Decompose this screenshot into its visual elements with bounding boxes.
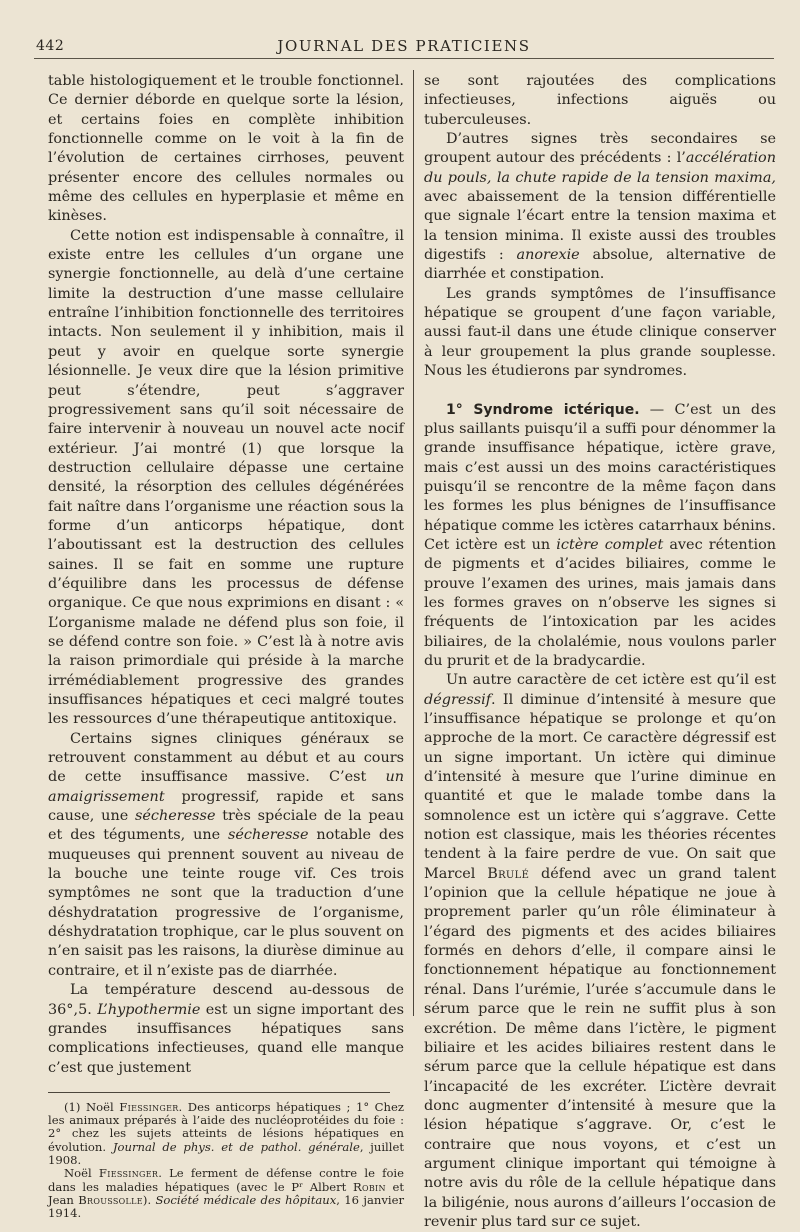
italic-term: ictère complet — [556, 536, 664, 553]
italic-term: accélération du pouls, la chute rapide de la tension maxima, — [424, 150, 776, 186]
paragraph: Certains signes cliniques généraux se retrouvent constamment au début et au cours de cette insuffisance massive. C’est un amaigrissement progressif, rapide et sans cause, une sécheresse très spéciale de la peau et des téguments, une sécheresse notable des muqueuses qui prennent souvent au niveau de la bouche une teinte rouge vif. Ces trois symptômes ne sont que la traduction d’une déshydratation progressive de l’organisme, déshydratation trophique, car le plus souvent on n’en saisit pas les raisons, la diurèse diminue au contraire, et il n’existe pas de diarrhée. — [48, 730, 405, 979]
right-column — [424, 72, 776, 1232]
italic-term: un amaigrissement — [48, 769, 404, 805]
author-name: Brulé — [487, 865, 530, 882]
paragraph: Cette notion est indispensable à connaître, il existe entre les cellules d’un organe une synergie fonctionnelle, au delà d’une certaine limite la destruction d’une masse cellulaire entraîne l’inhibition fonctionnelle des territoires intacts. Non seulement il y inhibition, mais il peut y avoir en quelque sorte synergie lésionnelle. Je veux dire que la lésion primitive peut s’étendre, peut s’aggraver progressivement sans qu’il soit nécessaire de faire intervenir à nouveau un nouvel acte nocif extérieur. J’ai montré (1) que lorsque la destruction cellulaire dépasse une certaine densité, la résorption des cellules dégénérées fait naître dans l’organisme une réaction sous la forme d’un anticorps hépatique, dont l’aboutissant est la destruction des cellules saines. Il se fait en somme une rupture d’équilibre dans les processus de défense organique. Ce que nous exprimions en disant : « L’organisme malade ne défend plus son foie, il se défend contre son foie. » C’est là à notre avis la raison primordiale qui préside à la marche irrémédiablement progressive des grandes insuffisances hépatiques et ceci malgré toutes les ressources d’une thérapeutique antitoxique. — [48, 227, 404, 728]
running-header — [34, 34, 774, 59]
paragraph: 1° Syndrome ictérique. — C’est un des plus saillants puisqu’il a suffi pour dénommer la grande insuffisance hépatique, ictère grave, mais c’est aussi un des moins caractéristiques puisqu’il se rencontre de la même façon dans les formes les plus bénignes de l’insuffisance hépatique comme les ictères catarrhaux bénins. Cet ictère est un ictère complet avec rétention de pigments et d’acides biliaires, comme le prouve l’examen des urines, mais jamais dans les formes graves on n’observe les signes si fréquents de l’intoxication par les acides biliaires, de la cholalémie, nous voulons parler du prurit et de la bradycardie. — [424, 401, 777, 669]
italic-term: sécheresse — [135, 808, 216, 825]
author-name: Fiessinger — [119, 1099, 179, 1114]
journal-citation: Journal de phys. et de pathol. générale — [112, 1139, 360, 1154]
paragraph: D’autres signes très secondaires se groupent autour des précédents : l’accélération du pouls, la chute rapide de la tension maxima, avec abaissement de la tension différentielle que signale l’écart entre la tension maxima et la tension minima. Il existe aussi des troubles digestifs : anorexie absolue, alternative de diarrhée et constipation. — [424, 131, 776, 283]
footnotes — [48, 1101, 404, 1221]
footnote-rule — [48, 1092, 390, 1093]
paragraph: table histologiquement et le trouble fonctionnel. Ce dernier déborde en quelque sorte la lésion, et certains foies en complète inhibition fonctionnelle comme on le voit à la fin de l’évolution de certaines cirrhoses, peuvent présenter encore des cellules normales ou même des cellules en hyperplasie et même en kinèses. — [48, 73, 404, 225]
section-heading: 1° Syndrome ictérique. — [446, 401, 640, 418]
italic-term: dégressif — [424, 691, 492, 708]
column-divider — [413, 70, 414, 1016]
footnote: Noël Fiessinger. Le ferment de défense contre le foie dans les maladies hépatiques (avec le Pʳ Albert Robin et Jean Broussolle). Société médicale des hôpitaux, 16 janvier 1914. — [48, 1166, 404, 1221]
author-name: Broussolle — [78, 1192, 143, 1207]
journal-title: JOURNAL DES PRATICIENS — [277, 37, 531, 55]
journal-citation: Société médicale des hôpitaux — [155, 1192, 337, 1207]
footnote: (1) Noël Fiessinger. Des anticorps hépatiques ; 1° Chez les animaux préparés à l’aide des nucléoprotéides du foie : 2° chez les sujets atteints de lésions hépatiques en évolution. Journal de phys. et de pathol. générale, juillet 1908. — [48, 1099, 404, 1168]
page-number: 442 — [36, 38, 65, 54]
author-name: Robin — [352, 1179, 386, 1194]
paragraph: se sont rajoutées des complications infectieuses, infections aiguës ou tuberculeuses. — [424, 73, 776, 128]
paragraph: Un autre caractère de cet ictère est qu’il est dégressif. Il diminue d’intensité à mesure que l’insuffisance hépatique se prolonge et qu’on approche de la mort. Ce caractère dégressif est un signe important. Un ictère qui diminue d’intensité à mesure que l’urine diminue en quantité et que le malade tombe dans la somnolence est un ictère qui s’aggrave. Cette notion est classique, mais les théories récentes tendent à la faire perdre de vue. On sait que Marcel Brulé défend avec un grand talent l’opinion que la cellule hépatique ne joue à proprement parler qu’un rôle éliminateur à l’égard des pigments et des acides biliaires formés en dehors d’elle, il compare ainsi le fonctionnement hépatique au fonctionnement rénal. Dans l’urémie, l’urée s’accumule dans le sérum parce que le rein ne suffit plus à son excrétion. De même dans l’ictère, le pigment biliaire et les acides biliaires restent dans le sérum parce que la cellule hépatique est dans l’incapacité de les excréter. L’ictère devrait donc augmenter d’intensité à mesure que la lésion hépatique s’aggrave. Or, c’est le contraire que nous voyons, et c’est un argument clinique important qui témoigne à notre avis du rôle de la cellule hépatique dans la biligénie, nous aurons d’ailleurs l’occasion de revenir plus tard sur ce sujet. — [424, 672, 776, 1230]
italic-term: sécheresse — [228, 827, 309, 844]
italic-term: anorexie — [516, 247, 580, 264]
paragraph: Les grands symptômes de l’insuffisance hépatique se groupent d’une façon variable, aussi faut-il dans une étude clinique conserver à leur groupement la plus grande souplesse. Nous les étudierons par syndromes. — [424, 285, 776, 380]
italic-term: L’hypothermie — [97, 1001, 201, 1018]
left-column — [48, 72, 404, 1221]
paragraph: La température descend au-dessous de 36°,5. L’hypothermie est un signe important des grandes insuffisances hépatiques sans complications infectieuses, quand elle manque c’est que justement — [48, 982, 405, 1076]
author-name: Fiessinger — [98, 1166, 159, 1181]
